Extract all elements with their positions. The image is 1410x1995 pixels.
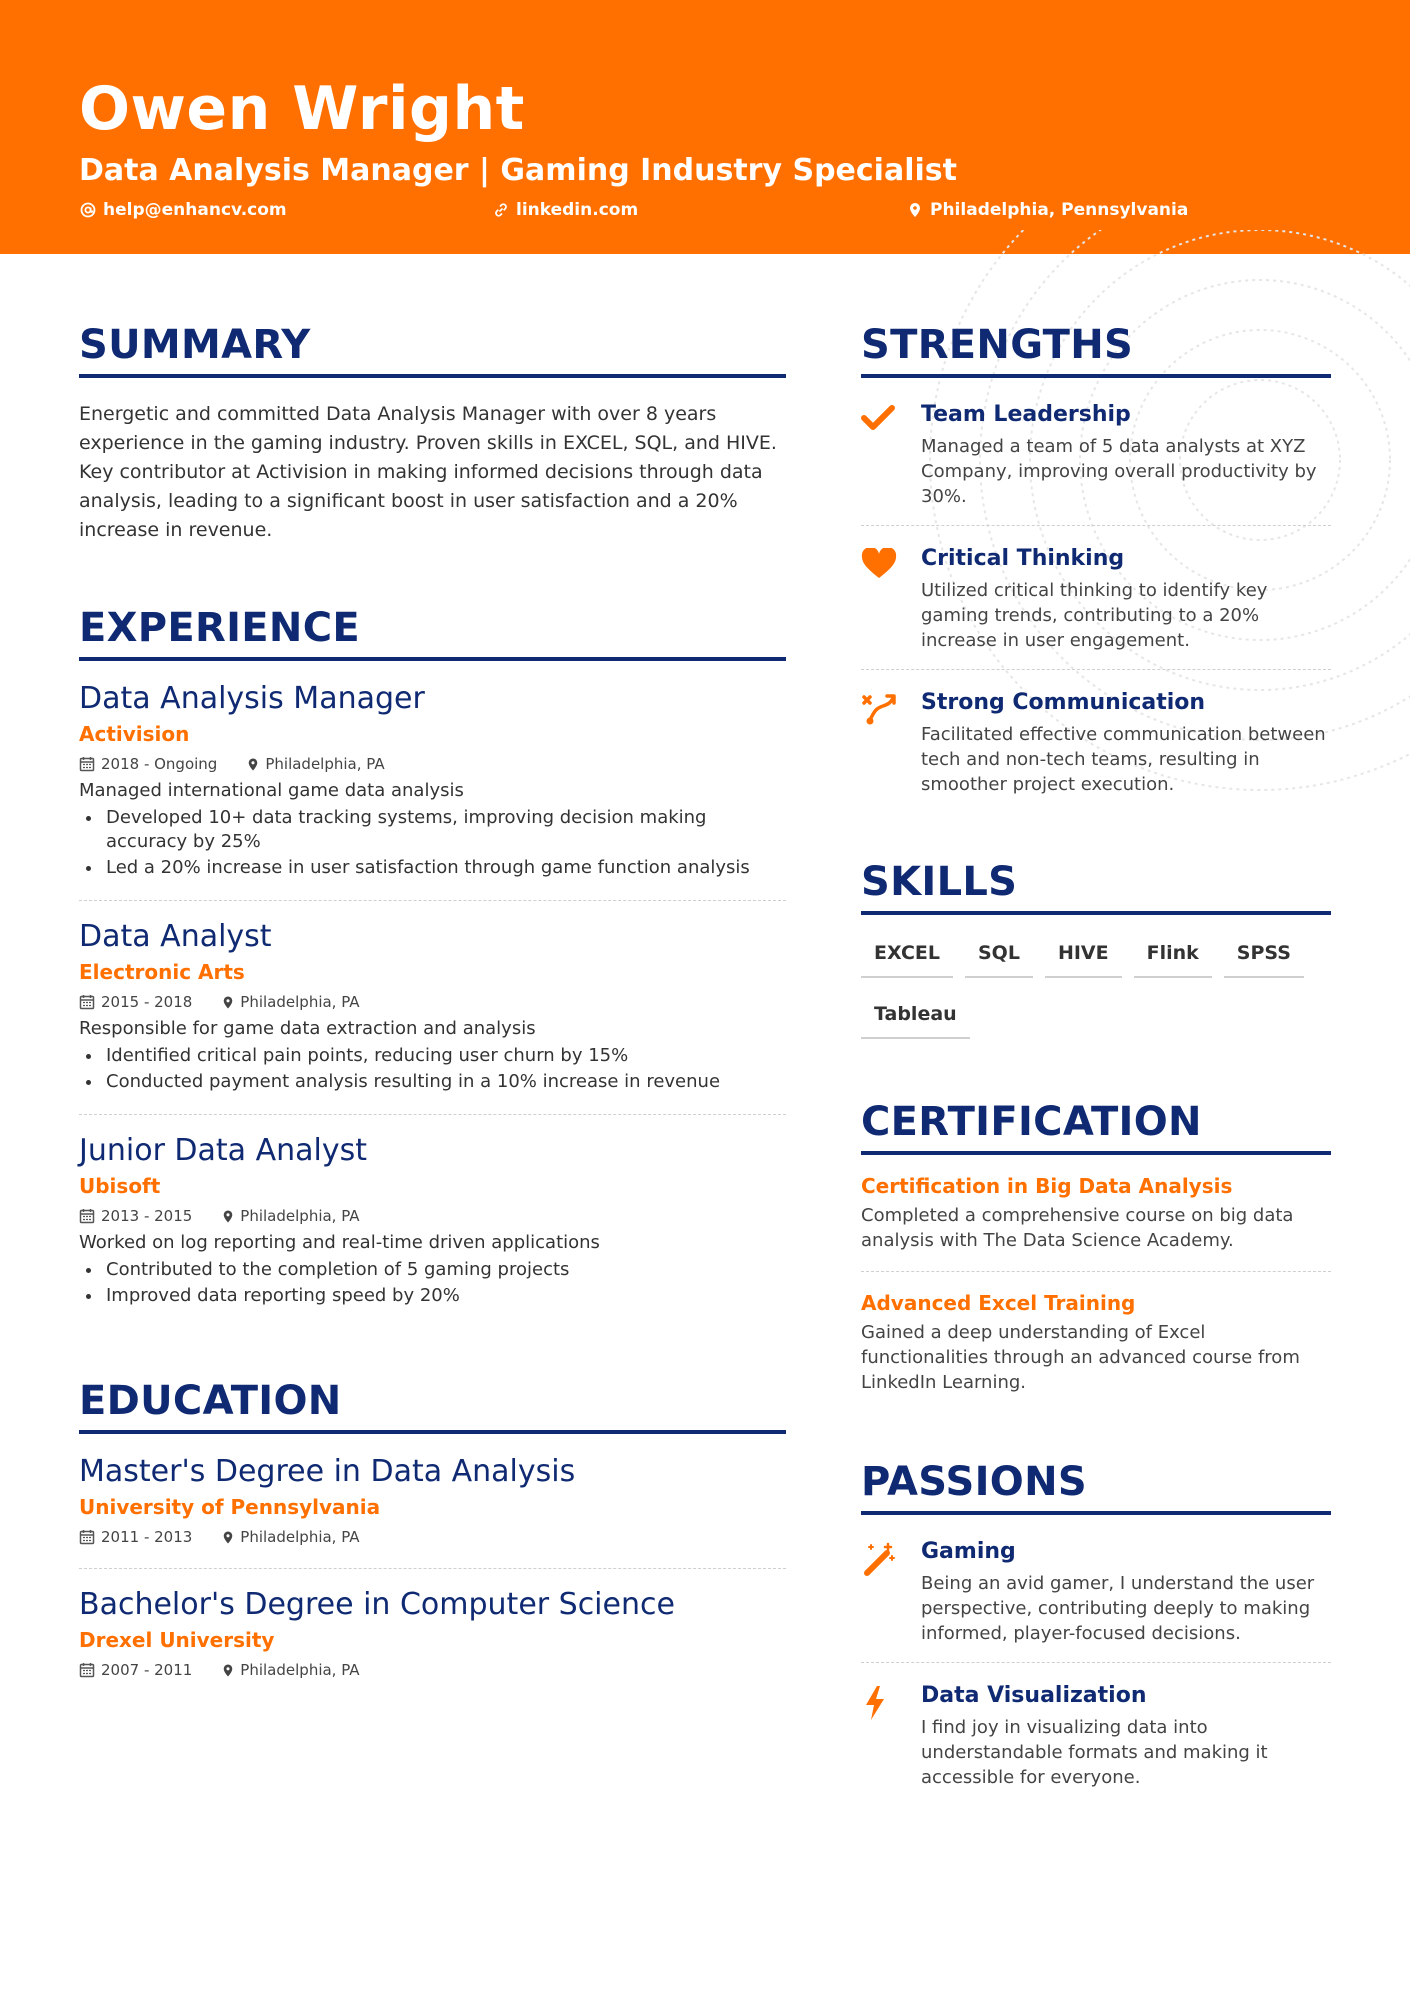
job-title: Data Analysis Manager bbox=[79, 681, 425, 716]
strengths-heading: STRENGTHS bbox=[861, 322, 1134, 368]
summary-section bbox=[79, 320, 786, 545]
at-sign-icon bbox=[79, 201, 97, 219]
strength-description: Managed a team of 5 data analysts at XYZ Company, improving overall productivity by 30%. bbox=[921, 436, 1317, 507]
job-bullet: Identified critical pain points, reducing user churn by 15% bbox=[79, 1044, 786, 1068]
candidate-title: Data Analysis Manager | Gaming Industry Specialist bbox=[79, 153, 957, 188]
skill-tag: EXCEL bbox=[861, 933, 953, 978]
section-divider bbox=[861, 911, 1331, 915]
passion-description: I find joy in visualizing data into understandable formats and making it accessible for everyone. bbox=[921, 1717, 1268, 1788]
job-bullet: Developed 10+ data tracking systems, improving decision making accuracy by 25% bbox=[79, 806, 786, 854]
strength-item bbox=[861, 670, 1331, 813]
strength-description: Utilized critical thinking to identify key gaming trends, contributing to a 20% increase in user engagement. bbox=[921, 580, 1268, 651]
education-entry bbox=[79, 1585, 786, 1701]
skills-heading: SKILLS bbox=[861, 859, 1018, 905]
school-name: Drexel University bbox=[79, 1628, 275, 1652]
job-title: Data Analyst bbox=[79, 919, 272, 954]
candidate-name: Owen Wright bbox=[79, 74, 525, 144]
job-bullets bbox=[79, 806, 786, 880]
education-location: Philadelphia, PA bbox=[240, 1528, 360, 1546]
skill-tag: Tableau bbox=[861, 994, 970, 1039]
checkmark-icon bbox=[861, 400, 921, 509]
calendar-icon bbox=[79, 1208, 95, 1224]
job-meta bbox=[79, 989, 786, 1015]
skill-tag: HIVE bbox=[1045, 933, 1122, 978]
job-bullet: Led a 20% increase in user satisfaction through game function analysis bbox=[79, 856, 786, 880]
summary-text: Energetic and committed Data Analysis Manager with over 8 years experience in the gaming industry. Proven skills in EXCEL, SQL, and HIVE. Key contributor at Activision in making informed decisions through data analysis, leading to a significant boost in user satisfaction and a 20% increase in revenue. bbox=[79, 403, 777, 541]
job-description: Managed international game data analysis bbox=[79, 780, 464, 801]
company-name: Activision bbox=[79, 722, 190, 746]
education-meta bbox=[79, 1657, 786, 1683]
header-banner bbox=[0, 0, 1410, 254]
section-divider bbox=[79, 374, 786, 378]
education-location: Philadelphia, PA bbox=[240, 1661, 360, 1679]
job-description: Responsible for game data extraction and analysis bbox=[79, 1018, 536, 1039]
job-location: Philadelphia, PA bbox=[240, 993, 360, 1011]
experience-entry bbox=[79, 679, 786, 901]
passions-heading: PASSIONS bbox=[861, 1459, 1087, 1505]
skills-section bbox=[861, 857, 1331, 1055]
strength-description: Facilitated effective communication between tech and non-tech teams, resulting in smoother project execution. bbox=[921, 724, 1326, 795]
route-icon bbox=[861, 688, 921, 797]
skills-list bbox=[861, 933, 1331, 1055]
education-heading: EDUCATION bbox=[79, 1378, 342, 1424]
certification-section bbox=[861, 1097, 1331, 1413]
job-location: Philadelphia, PA bbox=[240, 1207, 360, 1225]
education-section bbox=[79, 1376, 786, 1701]
passion-title: Gaming bbox=[921, 1539, 1016, 1564]
certification-heading: CERTIFICATION bbox=[861, 1099, 1202, 1145]
job-description: Worked on log reporting and real-time driven applications bbox=[79, 1232, 600, 1253]
lightning-icon bbox=[861, 1681, 921, 1790]
strength-title: Strong Communication bbox=[921, 690, 1206, 715]
education-meta bbox=[79, 1524, 786, 1550]
map-pin-icon bbox=[222, 1209, 234, 1224]
certification-title: Advanced Excel Training bbox=[861, 1291, 1136, 1315]
magic-wand-icon bbox=[861, 1537, 921, 1646]
section-divider bbox=[79, 657, 786, 661]
left-column bbox=[79, 320, 786, 1717]
job-dates: 2013 - 2015 bbox=[101, 1207, 193, 1225]
email-text: help@enhancv.com bbox=[103, 200, 287, 220]
map-pin-icon bbox=[222, 1530, 234, 1545]
job-bullet: Conducted payment analysis resulting in a 10% increase in revenue bbox=[79, 1070, 786, 1094]
experience-entry bbox=[79, 1131, 786, 1328]
education-dates: 2011 - 2013 bbox=[101, 1528, 193, 1546]
education-dates: 2007 - 2011 bbox=[101, 1661, 193, 1679]
job-dates: 2018 - Ongoing bbox=[101, 755, 218, 773]
strength-item bbox=[861, 526, 1331, 670]
experience-section bbox=[79, 603, 786, 1328]
company-name: Electronic Arts bbox=[79, 960, 245, 984]
map-pin-icon bbox=[906, 201, 924, 219]
link-icon bbox=[492, 201, 510, 219]
experience-entry bbox=[79, 917, 786, 1115]
experience-heading: EXPERIENCE bbox=[79, 605, 360, 651]
strengths-section bbox=[861, 320, 1331, 813]
passions-section bbox=[861, 1457, 1331, 1806]
calendar-icon bbox=[79, 756, 95, 772]
job-location: Philadelphia, PA bbox=[265, 755, 385, 773]
company-name: Ubisoft bbox=[79, 1174, 161, 1198]
contact-location bbox=[906, 198, 1188, 222]
degree-title: Bachelor's Degree in Computer Science bbox=[79, 1587, 675, 1622]
map-pin-icon bbox=[222, 995, 234, 1010]
map-pin-icon bbox=[222, 1663, 234, 1678]
heart-icon bbox=[861, 544, 921, 653]
strength-title: Team Leadership bbox=[921, 402, 1131, 427]
summary-heading: SUMMARY bbox=[79, 322, 311, 368]
skill-tag: SPSS bbox=[1224, 933, 1304, 978]
passion-description: Being an avid gamer, I understand the user perspective, contributing deeply to making informed, player-focused decisions. bbox=[921, 1573, 1315, 1644]
job-bullets bbox=[79, 1258, 786, 1308]
location-text: Philadelphia, Pennsylvania bbox=[930, 200, 1189, 220]
education-entry bbox=[79, 1452, 786, 1569]
certification-description: Completed a comprehensive course on big data analysis with The Data Science Academy. bbox=[861, 1205, 1294, 1251]
degree-title: Master's Degree in Data Analysis bbox=[79, 1454, 576, 1489]
certification-title: Certification in Big Data Analysis bbox=[861, 1174, 1233, 1198]
certification-description: Gained a deep understanding of Excel functionalities through an advanced course from LinkedIn Learning. bbox=[861, 1322, 1300, 1393]
job-bullet: Improved data reporting speed by 20% bbox=[79, 1284, 786, 1308]
linkedin-text: linkedin.com bbox=[516, 200, 639, 220]
job-bullet: Contributed to the completion of 5 gaming projects bbox=[79, 1258, 786, 1282]
passion-item bbox=[861, 1663, 1331, 1806]
calendar-icon bbox=[79, 1529, 95, 1545]
certification-item bbox=[861, 1155, 1331, 1272]
section-divider bbox=[79, 1430, 786, 1434]
job-meta bbox=[79, 751, 786, 777]
strength-item bbox=[861, 378, 1331, 526]
skill-tag: Flink bbox=[1134, 933, 1212, 978]
job-title: Junior Data Analyst bbox=[79, 1133, 368, 1168]
contact-linkedin[interactable] bbox=[492, 198, 638, 222]
strength-title: Critical Thinking bbox=[921, 546, 1125, 571]
calendar-icon bbox=[79, 1662, 95, 1678]
contact-email[interactable] bbox=[79, 198, 287, 222]
certification-item bbox=[861, 1272, 1331, 1413]
job-dates: 2015 - 2018 bbox=[101, 993, 193, 1011]
passion-item bbox=[861, 1515, 1331, 1663]
school-name: University of Pennsylvania bbox=[79, 1495, 381, 1519]
job-bullets bbox=[79, 1044, 786, 1094]
job-meta bbox=[79, 1203, 786, 1229]
calendar-icon bbox=[79, 994, 95, 1010]
map-pin-icon bbox=[247, 757, 259, 772]
right-column bbox=[861, 320, 1331, 1806]
skill-tag: SQL bbox=[965, 933, 1033, 978]
passion-title: Data Visualization bbox=[921, 1683, 1147, 1708]
